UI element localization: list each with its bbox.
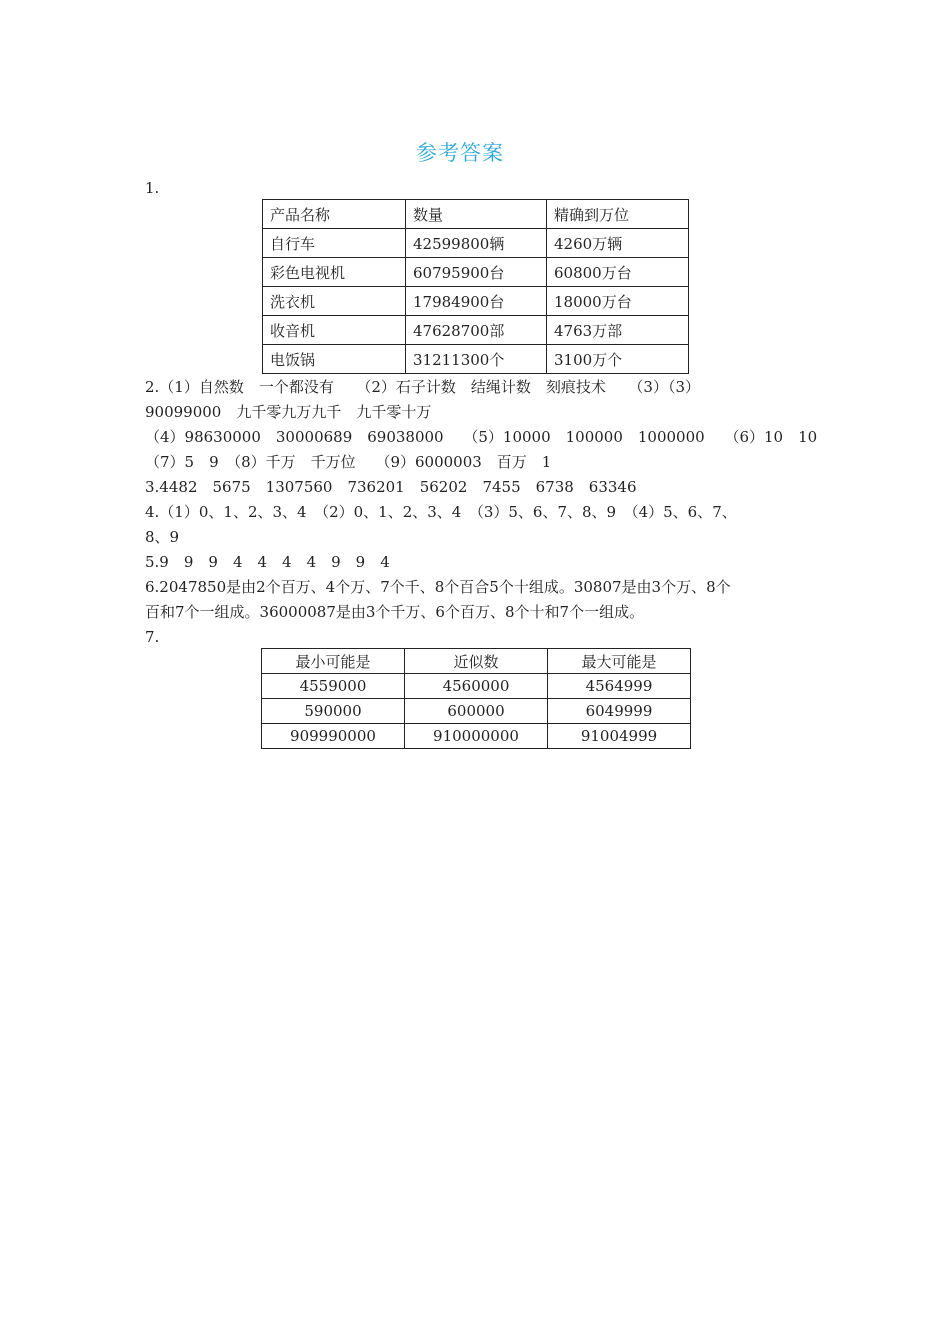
header-cell: 最小可能是: [262, 649, 405, 674]
answer-line: （4）98630000 30000689 69038000 （5）10000 100000 1000000 （6）10 10: [145, 428, 818, 446]
table-row: [262, 674, 691, 699]
answer-line: （7）5 9 （8）千万 千万位 （9）6000003 百万 1: [145, 453, 552, 471]
page-title: 参考答案: [416, 141, 504, 165]
table-row: [263, 316, 689, 345]
table-cell: 收音机: [263, 316, 406, 345]
q1-table: [262, 199, 689, 374]
table-header-row: [262, 649, 691, 674]
header-cell: 最大可能是: [548, 649, 691, 674]
header-cell: 产品名称: [263, 200, 406, 229]
table-cell: 自行车: [263, 229, 406, 258]
q7-table: [261, 648, 691, 749]
table-row: [263, 258, 689, 287]
table-cell: 彩色电视机: [263, 258, 406, 287]
answer-line: 7.: [145, 628, 160, 646]
header-cell: 精确到万位: [547, 200, 689, 229]
table-cell: 4564999: [548, 674, 691, 699]
table-row: [263, 229, 689, 258]
table-cell: 17984900台: [406, 287, 547, 316]
answer-line: 8、9: [145, 528, 180, 546]
table-cell: 47628700部: [406, 316, 547, 345]
table-cell: 31211300个: [406, 345, 547, 374]
answer-line: 4.（1）0、1、2、3、4 （2）0、1、2、3、4 （3）5、6、7、8、9 （4）5、6、7、: [145, 503, 737, 521]
answer-line: 百和7个一组成。36000087是由3个千万、6个百万、8个十和7个一组成。: [145, 603, 645, 621]
table-cell: 42599800辆: [406, 229, 547, 258]
table-cell: 600000: [405, 699, 548, 724]
table-row: [262, 724, 691, 749]
answer-line: 5.9 9 9 4 4 4 4 9 9 4: [145, 553, 390, 571]
table-cell: 590000: [262, 699, 405, 724]
table-cell: 3100万个: [547, 345, 689, 374]
answer-line: 90099000 九千零九万九千 九千零十万: [145, 403, 432, 421]
answer-line: 3.4482 5675 1307560 736201 56202 7455 6738 63346: [145, 478, 637, 496]
answer-line: 6.2047850是由2个百万、4个万、7个千、8个百合5个十组成。30807是由3个万、8个: [145, 578, 731, 596]
header-cell: 数量: [406, 200, 547, 229]
table-row: [262, 699, 691, 724]
table-cell: 4763万部: [547, 316, 689, 345]
table-cell: 6049999: [548, 699, 691, 724]
table-cell: 4260万辆: [547, 229, 689, 258]
table-row: [263, 345, 689, 374]
table-cell: 60800万台: [547, 258, 689, 287]
table-cell: 909990000: [262, 724, 405, 749]
table-cell: 91004999: [548, 724, 691, 749]
table-row: [263, 287, 689, 316]
header-cell: 近似数: [405, 649, 548, 674]
table-cell: 洗衣机: [263, 287, 406, 316]
table-header-row: [263, 200, 689, 229]
table-cell: 60795900台: [406, 258, 547, 287]
table-cell: 电饭锅: [263, 345, 406, 374]
table-cell: 4560000: [405, 674, 548, 699]
table-cell: 4559000: [262, 674, 405, 699]
table-cell: 910000000: [405, 724, 548, 749]
answer-line: 2.（1）自然数 一个都没有 （2）石子计数 结绳计数 刻痕技术 （3）（3）: [145, 378, 700, 396]
table-cell: 18000万台: [547, 287, 689, 316]
q1-label: 1.: [145, 179, 160, 197]
